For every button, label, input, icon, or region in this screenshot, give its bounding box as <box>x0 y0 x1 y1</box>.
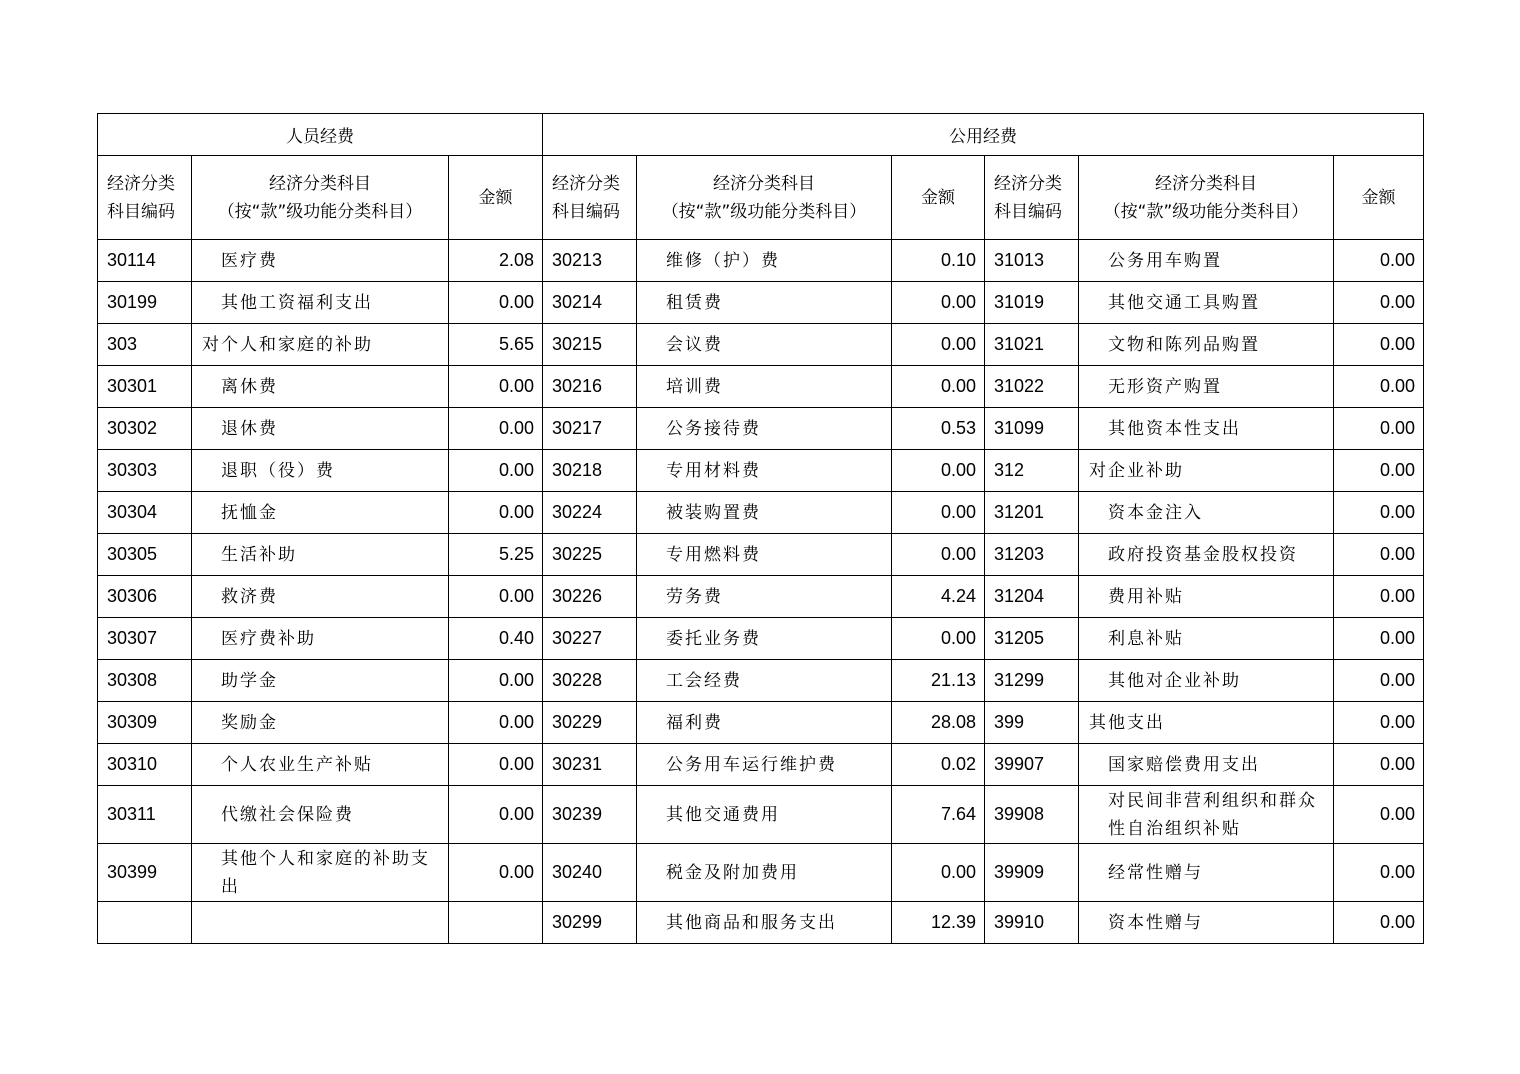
goods-services-code-cell: 30224 <box>543 492 637 534</box>
capital-amount-cell: 0.00 <box>1334 618 1424 660</box>
personnel-code-cell: 30309 <box>98 702 192 744</box>
table-row <box>98 450 1424 492</box>
personnel-code-cell: 30305 <box>98 534 192 576</box>
amount-column-header: 金额 <box>892 156 985 240</box>
table-row <box>98 408 1424 450</box>
goods-services-name-cell: 委托业务费 <box>637 618 892 660</box>
capital-name-cell: 利息补贴 <box>1079 618 1334 660</box>
capital-code-cell: 31205 <box>985 618 1079 660</box>
personnel-code-cell: 303 <box>98 324 192 366</box>
capital-amount-cell: 0.00 <box>1334 902 1424 944</box>
personnel-code-cell: 30301 <box>98 366 192 408</box>
goods-services-name-cell: 维修（护）费 <box>637 240 892 282</box>
goods-services-amount-cell: 0.00 <box>892 534 985 576</box>
table-row <box>98 744 1424 786</box>
capital-name-cell: 费用补贴 <box>1079 576 1334 618</box>
amount-column-header: 金额 <box>449 156 543 240</box>
goods-services-code-cell: 30227 <box>543 618 637 660</box>
capital-name-cell: 无形资产购置 <box>1079 366 1334 408</box>
table-row <box>98 844 1424 902</box>
capital-amount-cell: 0.00 <box>1334 408 1424 450</box>
personnel-amount-cell: 0.00 <box>449 450 543 492</box>
personnel-amount-cell: 2.08 <box>449 240 543 282</box>
goods-services-amount-cell: 28.08 <box>892 702 985 744</box>
personnel-name-cell: 奖励金 <box>192 702 449 744</box>
goods-services-code-cell: 30226 <box>543 576 637 618</box>
capital-code-cell: 31019 <box>985 282 1079 324</box>
personnel-name-cell: 其他个人和家庭的补助支出 <box>192 844 449 902</box>
code-column-header: 经济分类科目编码 <box>98 156 192 240</box>
personnel-name-cell: 其他工资福利支出 <box>192 282 449 324</box>
public-expense-header: 公用经费 <box>543 114 1424 156</box>
capital-name-cell: 政府投资基金股权投资 <box>1079 534 1334 576</box>
goods-services-code-cell: 30225 <box>543 534 637 576</box>
capital-name-cell: 对民间非营利组织和群众性自治组织补贴 <box>1079 786 1334 844</box>
goods-services-amount-cell: 0.00 <box>892 450 985 492</box>
capital-amount-cell: 0.00 <box>1334 534 1424 576</box>
table-row <box>98 366 1424 408</box>
capital-code-cell: 31021 <box>985 324 1079 366</box>
personnel-code-cell: 30306 <box>98 576 192 618</box>
goods-services-amount-cell: 0.53 <box>892 408 985 450</box>
table-row <box>98 534 1424 576</box>
capital-name-cell: 国家赔偿费用支出 <box>1079 744 1334 786</box>
capital-name-cell: 其他对企业补助 <box>1079 660 1334 702</box>
capital-amount-cell: 0.00 <box>1334 702 1424 744</box>
goods-services-amount-cell: 0.00 <box>892 366 985 408</box>
personnel-amount-cell: 5.25 <box>449 534 543 576</box>
personnel-name-cell: 对个人和家庭的补助 <box>192 324 449 366</box>
code-column-header: 经济分类科目编码 <box>985 156 1079 240</box>
personnel-name-cell: 救济费 <box>192 576 449 618</box>
capital-code-cell: 39909 <box>985 844 1079 902</box>
capital-code-cell: 31204 <box>985 576 1079 618</box>
capital-amount-cell: 0.00 <box>1334 324 1424 366</box>
personnel-code-cell: 30308 <box>98 660 192 702</box>
personnel-amount-cell: 0.00 <box>449 282 543 324</box>
personnel-code-cell: 30114 <box>98 240 192 282</box>
goods-services-name-cell: 专用燃料费 <box>637 534 892 576</box>
capital-code-cell: 31201 <box>985 492 1079 534</box>
capital-amount-cell: 0.00 <box>1334 844 1424 902</box>
item-column-header: 经济分类科目 （按“款”级功能分类科目） <box>637 156 892 240</box>
item-column-header: 经济分类科目 （按“款”级功能分类科目） <box>192 156 449 240</box>
capital-name-cell: 资本金注入 <box>1079 492 1334 534</box>
goods-services-code-cell: 30214 <box>543 282 637 324</box>
goods-services-code-cell: 30228 <box>543 660 637 702</box>
personnel-code-cell: 30311 <box>98 786 192 844</box>
capital-code-cell: 39908 <box>985 786 1079 844</box>
personnel-name-cell <box>192 902 449 944</box>
personnel-amount-cell: 0.00 <box>449 366 543 408</box>
personnel-name-cell: 退职（役）费 <box>192 450 449 492</box>
personnel-amount-cell: 0.40 <box>449 618 543 660</box>
goods-services-name-cell: 福利费 <box>637 702 892 744</box>
goods-services-name-cell: 专用材料费 <box>637 450 892 492</box>
personnel-amount-cell: 0.00 <box>449 660 543 702</box>
goods-services-amount-cell: 0.00 <box>892 618 985 660</box>
capital-name-cell: 文物和陈列品购置 <box>1079 324 1334 366</box>
goods-services-amount-cell: 0.00 <box>892 282 985 324</box>
personnel-amount-cell: 0.00 <box>449 786 543 844</box>
goods-services-name-cell: 其他交通费用 <box>637 786 892 844</box>
personnel-expense-header: 人员经费 <box>98 114 543 156</box>
capital-amount-cell: 0.00 <box>1334 492 1424 534</box>
capital-name-cell: 资本性赠与 <box>1079 902 1334 944</box>
capital-amount-cell: 0.00 <box>1334 576 1424 618</box>
capital-code-cell: 31203 <box>985 534 1079 576</box>
personnel-amount-cell: 0.00 <box>449 744 543 786</box>
capital-name-cell: 其他支出 <box>1079 702 1334 744</box>
personnel-amount-cell: 5.65 <box>449 324 543 366</box>
personnel-code-cell: 30399 <box>98 844 192 902</box>
table-row <box>98 240 1424 282</box>
personnel-code-cell: 30307 <box>98 618 192 660</box>
capital-name-cell: 对企业补助 <box>1079 450 1334 492</box>
goods-services-code-cell: 30217 <box>543 408 637 450</box>
goods-services-code-cell: 30216 <box>543 366 637 408</box>
personnel-name-cell: 医疗费 <box>192 240 449 282</box>
goods-services-name-cell: 会议费 <box>637 324 892 366</box>
goods-services-name-cell: 其他商品和服务支出 <box>637 902 892 944</box>
goods-services-name-cell: 劳务费 <box>637 576 892 618</box>
capital-name-cell: 其他资本性支出 <box>1079 408 1334 450</box>
personnel-name-cell: 个人农业生产补贴 <box>192 744 449 786</box>
capital-name-cell: 公务用车购置 <box>1079 240 1334 282</box>
goods-services-name-cell: 公务接待费 <box>637 408 892 450</box>
table-body <box>98 240 1424 944</box>
table-row <box>98 618 1424 660</box>
capital-code-cell: 31099 <box>985 408 1079 450</box>
capital-amount-cell: 0.00 <box>1334 786 1424 844</box>
capital-name-cell: 其他交通工具购置 <box>1079 282 1334 324</box>
table-row <box>98 492 1424 534</box>
capital-name-cell: 经常性赠与 <box>1079 844 1334 902</box>
goods-services-amount-cell: 0.10 <box>892 240 985 282</box>
personnel-code-cell: 30310 <box>98 744 192 786</box>
goods-services-code-cell: 30213 <box>543 240 637 282</box>
personnel-code-cell: 30303 <box>98 450 192 492</box>
goods-services-code-cell: 30239 <box>543 786 637 844</box>
item-column-header: 经济分类科目 （按“款”级功能分类科目） <box>1079 156 1334 240</box>
personnel-name-cell: 助学金 <box>192 660 449 702</box>
personnel-amount-cell: 0.00 <box>449 576 543 618</box>
capital-amount-cell: 0.00 <box>1334 240 1424 282</box>
goods-services-code-cell: 30299 <box>543 902 637 944</box>
personnel-amount-cell: 0.00 <box>449 702 543 744</box>
table-row <box>98 902 1424 944</box>
capital-code-cell: 399 <box>985 702 1079 744</box>
personnel-code-cell <box>98 902 192 944</box>
goods-services-amount-cell: 12.39 <box>892 902 985 944</box>
goods-services-name-cell: 工会经费 <box>637 660 892 702</box>
goods-services-amount-cell: 7.64 <box>892 786 985 844</box>
personnel-amount-cell: 0.00 <box>449 408 543 450</box>
personnel-amount-cell: 0.00 <box>449 492 543 534</box>
personnel-name-cell: 离休费 <box>192 366 449 408</box>
goods-services-name-cell: 培训费 <box>637 366 892 408</box>
personnel-amount-cell <box>449 902 543 944</box>
goods-services-code-cell: 30240 <box>543 844 637 902</box>
table-row <box>98 282 1424 324</box>
capital-code-cell: 312 <box>985 450 1079 492</box>
capital-code-cell: 31013 <box>985 240 1079 282</box>
table-row <box>98 576 1424 618</box>
personnel-name-cell: 退休费 <box>192 408 449 450</box>
personnel-amount-cell: 0.00 <box>449 844 543 902</box>
code-column-header: 经济分类科目编码 <box>543 156 637 240</box>
goods-services-amount-cell: 0.00 <box>892 844 985 902</box>
goods-services-amount-cell: 4.24 <box>892 576 985 618</box>
table-row <box>98 660 1424 702</box>
table-row <box>98 702 1424 744</box>
capital-amount-cell: 0.00 <box>1334 366 1424 408</box>
goods-services-amount-cell: 0.02 <box>892 744 985 786</box>
expenditure-table <box>97 113 1424 944</box>
table-row <box>98 324 1424 366</box>
goods-services-name-cell: 租赁费 <box>637 282 892 324</box>
goods-services-code-cell: 30229 <box>543 702 637 744</box>
goods-services-name-cell: 公务用车运行维护费 <box>637 744 892 786</box>
capital-amount-cell: 0.00 <box>1334 660 1424 702</box>
table-row <box>98 786 1424 844</box>
personnel-code-cell: 30199 <box>98 282 192 324</box>
goods-services-code-cell: 30218 <box>543 450 637 492</box>
goods-services-code-cell: 30215 <box>543 324 637 366</box>
capital-amount-cell: 0.00 <box>1334 450 1424 492</box>
goods-services-code-cell: 30231 <box>543 744 637 786</box>
capital-code-cell: 39910 <box>985 902 1079 944</box>
personnel-name-cell: 生活补助 <box>192 534 449 576</box>
goods-services-amount-cell: 0.00 <box>892 324 985 366</box>
capital-amount-cell: 0.00 <box>1334 744 1424 786</box>
personnel-code-cell: 30302 <box>98 408 192 450</box>
goods-services-name-cell: 被装购置费 <box>637 492 892 534</box>
goods-services-amount-cell: 0.00 <box>892 492 985 534</box>
personnel-code-cell: 30304 <box>98 492 192 534</box>
goods-services-name-cell: 税金及附加费用 <box>637 844 892 902</box>
capital-code-cell: 39907 <box>985 744 1079 786</box>
capital-code-cell: 31022 <box>985 366 1079 408</box>
capital-code-cell: 31299 <box>985 660 1079 702</box>
personnel-name-cell: 抚恤金 <box>192 492 449 534</box>
capital-amount-cell: 0.00 <box>1334 282 1424 324</box>
amount-column-header: 金额 <box>1334 156 1424 240</box>
personnel-name-cell: 医疗费补助 <box>192 618 449 660</box>
goods-services-amount-cell: 21.13 <box>892 660 985 702</box>
personnel-name-cell: 代缴社会保险费 <box>192 786 449 844</box>
